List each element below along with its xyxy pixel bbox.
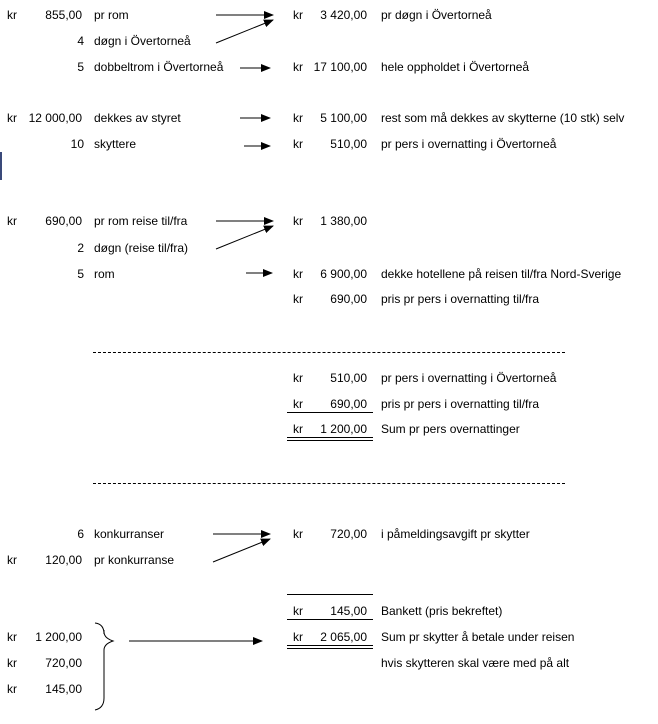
count-cell: 2 [77, 241, 84, 255]
note-cell: Bankett (pris bekreftet) [381, 604, 503, 618]
count-cell: 5 [77, 267, 84, 281]
brace-icon [95, 623, 113, 710]
amount-cell: 690,00 [330, 397, 367, 411]
currency-label: kr [293, 137, 303, 151]
amount-cell: 145,00 [45, 682, 82, 696]
currency-label: kr [293, 111, 303, 125]
amount-cell: 12 000,00 [28, 111, 82, 125]
description-cell: dobbeltrom i Övertorneå [94, 60, 224, 74]
note-cell: pr pers i overnatting i Övertorneå [381, 137, 557, 151]
note-cell: rest som må dekkes av skytterne (10 stk) selv [381, 111, 625, 125]
currency-label: kr [293, 214, 303, 228]
description-cell: døgn (reise til/fra) [94, 241, 189, 255]
currency-label: kr [293, 422, 303, 436]
currency-label: kr [293, 630, 303, 644]
note-cell: Sum pr skytter å betale under reisen [381, 630, 575, 644]
note-cell: hvis skytteren skal være med på alt [381, 656, 570, 670]
description-cell: pr rom [94, 8, 129, 22]
note-cell: pris pr pers i overnatting til/fra [381, 397, 540, 411]
currency-label: kr [7, 214, 17, 228]
currency-label: kr [7, 8, 17, 22]
count-cell: 5 [77, 60, 84, 74]
description-cell: konkurranser [94, 527, 165, 541]
amount-cell: 120,00 [45, 553, 82, 567]
currency-label: kr [293, 60, 303, 74]
currency-label: kr [7, 656, 17, 670]
note-cell: Sum pr pers overnattinger [381, 422, 520, 436]
arrow-icon [216, 20, 273, 43]
note-cell: i påmeldingsavgift pr skytter [381, 527, 530, 541]
amount-cell: 5 100,00 [320, 111, 367, 125]
description-cell: rom [94, 267, 115, 281]
currency-label: kr [293, 604, 303, 618]
amount-cell: 3 420,00 [320, 8, 367, 22]
amount-cell: 510,00 [330, 371, 367, 385]
note-cell: dekke hotellene på reisen til/fra Nord-Sverige [381, 267, 622, 281]
count-cell: 4 [77, 34, 84, 48]
amount-cell: 720,00 [45, 656, 82, 670]
amount-cell: 1 200,00 [35, 630, 82, 644]
note-cell: pr døgn i Övertorneå [381, 8, 492, 22]
currency-label: kr [7, 682, 17, 696]
amount-cell: 1 200,00 [320, 422, 367, 436]
amount-cell: 720,00 [330, 527, 367, 541]
amount-cell: 690,00 [330, 292, 367, 306]
amount-cell: 690,00 [45, 214, 82, 228]
currency-label: kr [7, 111, 17, 125]
note-cell: hele oppholdet i Övertorneå [381, 60, 530, 74]
amount-cell: 510,00 [330, 137, 367, 151]
currency-label: kr [293, 267, 303, 281]
amount-cell: 2 065,00 [320, 630, 367, 644]
currency-label: kr [7, 630, 17, 644]
currency-label: kr [293, 527, 303, 541]
arrow-icon [216, 226, 273, 249]
note-cell: pr pers i overnatting i Övertorneå [381, 371, 557, 385]
description-cell: dekkes av styret [94, 111, 181, 125]
count-cell: 6 [77, 527, 84, 541]
currency-label: kr [7, 553, 17, 567]
amount-cell: 6 900,00 [320, 267, 367, 281]
currency-label: kr [293, 397, 303, 411]
currency-label: kr [293, 371, 303, 385]
description-cell: pr rom reise til/fra [94, 214, 188, 228]
count-cell: 10 [70, 137, 84, 151]
amount-cell: 855,00 [45, 8, 82, 22]
currency-label: kr [293, 292, 303, 306]
amount-cell: 17 100,00 [313, 60, 367, 74]
note-cell: pris pr pers i overnatting til/fra [381, 292, 540, 306]
amount-cell: 1 380,00 [320, 214, 367, 228]
description-cell: døgn i Övertorneå [94, 34, 191, 48]
arrow-icon [213, 539, 270, 562]
amount-cell: 145,00 [330, 604, 367, 618]
description-cell: pr konkurranse [94, 553, 175, 567]
description-cell: skyttere [94, 137, 137, 151]
currency-label: kr [293, 8, 303, 22]
